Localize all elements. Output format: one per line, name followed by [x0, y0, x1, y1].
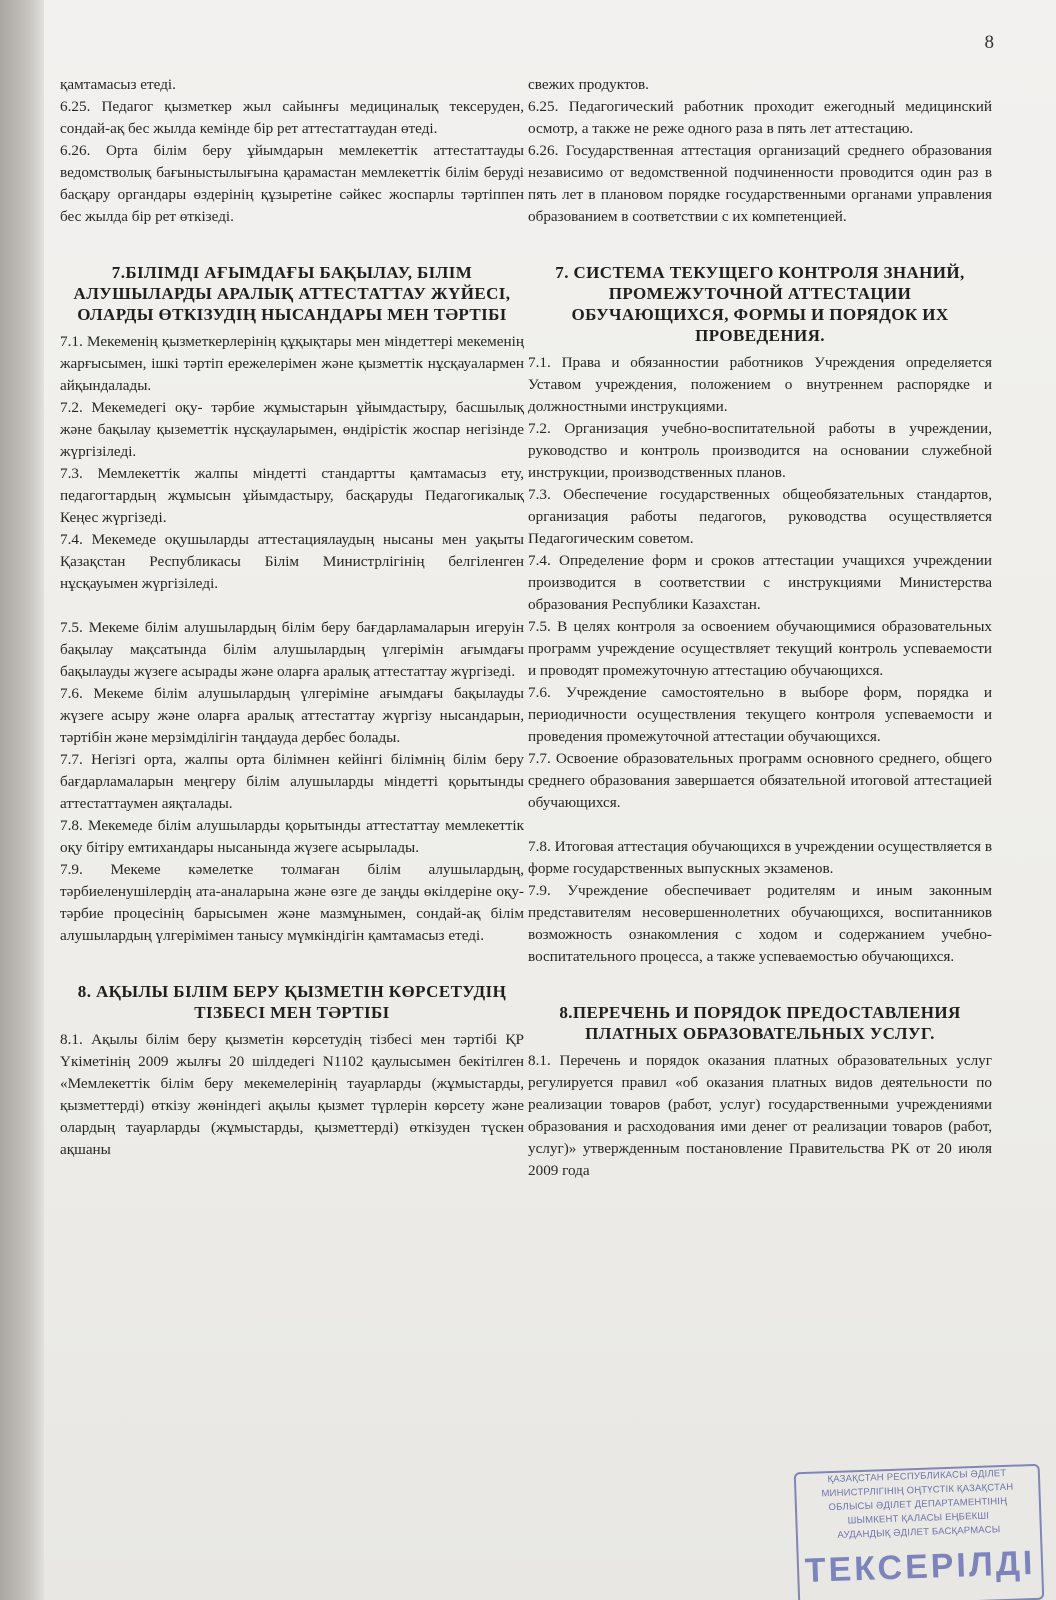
kz-clause: 7.2. Мекемедегі оқу- тәрбие жұмыстарын ұйымдастыру, басшылық және бақылау қыземеттік нұсқауларымен, өндірістік жоспар негізінде жүргізіледі. [60, 399, 524, 460]
kz-section-8-heading: 8. АҚЫЛЫ БІЛІМ БЕРУ ҚЫЗМЕТІН КӨРСЕТУДІҢ ТІЗБЕСІ МЕН ТӘРТІБІ [77, 982, 507, 1022]
kz-section-7-heading: 7.БІЛІМДІ АҒЫМДАҒЫ БАҚЫЛАУ, БІЛІМ АЛУШЫЛАРДЫ АРАЛЫҚ АТТЕСТАТТАУ ЖҮЙЕСІ, ОЛАРДЫ ӨТКІЗУДІҢ НЫСАНДАРЫ МЕН ТӘРТІБІ [73, 263, 511, 324]
ru-clause: 7.2. Организация учебно-воспитательной работы в учреждении, руководство и контроль производится на основании служебной инструкции, производственных планов. [528, 420, 992, 481]
ru-clause: 8.1. Перечень и порядок оказания платных образовательных услуг регулируется правил «об оказания платных видов деятельности по реализации товаров (работ, услуг) государственными учреждениями образования и расходования ими денег от реализации товаров (работ, услуг)» утвержденным постановление Правительства РК от 20 июля 2009 года [528, 1052, 992, 1179]
kz-clause: 7.5. Мекеме білім алушылардың білім беру бағдарламаларын игеруін бақылау мақсатында білім алушылардың үлгерімін ағымдағы бақылауды жүзеге асырады және оларға аралық аттестаттау жүргізеді. [60, 619, 524, 680]
stamp-line: АУДАНДЫҚ ӘДІЛЕТ БАСҚАРМАСЫ [837, 1524, 1001, 1541]
kz-clause: 7.6. Мекеме білім алушылардың үлгеріміне ағымдағы бақылауды жүзеге асыру және оларға аралық аттестаттау жүргізу нысандарын, тәртібін және мерзімділігін таңдауда дербес болады. [60, 685, 524, 746]
ru-clause: 7.3. Обеспечение государственных общеобязательных стандартов, организация работы педагогов, руководства осуществляется Педагогическим советом. [528, 486, 992, 547]
document-page [44, 0, 1056, 1600]
stamp-word: ТЕКСЕРІЛДІ [804, 1543, 1036, 1590]
kz-clause: 7.9. Мекеме кәмелетке толмаған білім алушылардың, тәрбиеленушілердің ата-аналарына және өзге де заңды өкілдеріне оқу-тәрбие процесінің барысымен және мазмұнымен, сондай-ақ білім алушылардың үлгерімімен танысу мүмкіндігін қамтамасыз етеді. [60, 861, 524, 944]
kz-clause: 7.3. Мемлекеттік жалпы міндетті стандартты қамтамасыз ету, педагогтардың жұмысын ұйымдастыру, басқаруды Педагогикалық Кеңес жүргізеді. [60, 465, 524, 526]
ru-clause: 7.5. В целях контроля за освоением обучающимися образовательных программ учреждение осуществляет текущий контроль успеваемости и проводят промежуточную аттестацию обучающихся. [528, 618, 992, 679]
ru-clause: 7.8. Итоговая аттестация обучающихся в учреждении осуществляется в форме государственных выпускных экзаменов. [528, 838, 992, 877]
ru-clause: 7.6. Учреждение самостоятельно в выборе форм, порядка и периодичности осуществления текущего контроля успеваемости и проведения промежуточной аттестации обучающихся. [528, 684, 992, 745]
stamp-line: ШЫМКЕНТ ҚАЛАСЫ ЕҢБЕКШІ [847, 1510, 990, 1527]
kz-clause: 7.4. Мекемеде оқушыларды аттестациялаудың нысаны мен уақыты Қазақстан Республикасы Білім Министрлігінің белгіленген нұсқауымен жүргізіледі. [60, 531, 524, 592]
stamp-line: МИНИСТРЛІГІНІҢ ОҢТҮСТІК ҚАЗАҚСТАН [821, 1481, 1014, 1500]
kz-clause: 7.7. Негізгі орта, жалпы орта білімнен кейінгі білімнің білім беру бағдарламаларын меңгеру білім алушыларды міндетті қорытынды аттестаттаумен аяқталады. [60, 751, 524, 812]
kz-intro-paragraph: қамтамасыз етеді. [60, 76, 176, 93]
kz-intro-paragraph: 6.25. Педагог қызметкер жыл сайынғы медициналық тексеруден, сондай-ақ бес жылда кемінде бір рет аттестаттаудан өтеді. [60, 98, 524, 137]
ru-section-8-heading: 8.ПЕРЕЧЕНЬ И ПОРЯДОК ПРЕДОСТАВЛЕНИЯ ПЛАТНЫХ ОБРАЗОВАТЕЛЬНЫХ УСЛУГ. [559, 1003, 961, 1043]
kz-clause: 7.1. Мекеменің қызметкерлерінің құқықтары мен міндеттері мекеменің жарғысымен, ішкі тәртіп ережелерімен және қызметтік нұсқауалармен айқындалады. [60, 333, 524, 394]
ru-clause: 7.4. Определение форм и сроков аттестации учащихся учреждении производится в соответствии с инструкциями Министерства образования Республики Казахстан. [528, 552, 992, 613]
ru-clause: 7.9. Учреждение обеспечивает родителям и иным законным представителям несовершеннолетних обучающихся, воспитанников возможность ознакомления с ходом и содержанием учебно-воспитательного процесса, а также успеваемостью обучающихся. [528, 882, 992, 965]
kz-clause: 7.8. Мекемеде білім алушыларды қорытынды аттестаттау мемлекеттік оқу бітіру емтихандары нысанында жүзеге асырылады. [60, 817, 524, 856]
binding-shadow [0, 0, 44, 1600]
stamp-line: ОБЛЫСЫ ӘДІЛЕТ ДЕПАРТАМЕНТІНІҢ [828, 1495, 1008, 1514]
ru-intro-paragraph: 6.26. Государственная аттестация организаций среднего образования независимо от ведомственной подчиненности проводится один раз в пять лет в плановом порядке государственными органами управления образованием в соответствии с их компетенцией. [528, 142, 992, 225]
ru-intro-paragraph: 6.25. Педагогический работник проходит ежегодный медицинский осмотр, а также не реже одного раза в пять лет аттестацию. [528, 98, 992, 137]
stamp-line: ҚАЗАҚСТАН РЕСПУБЛИКАСЫ ӘДІЛЕТ [827, 1467, 1007, 1486]
kz-intro-paragraph: 6.26. Орта білім беру ұйымдарын мемлекеттік аттестаттауды ведомстволық бағыныстылығына қарамастан мемлекеттік білім беруді басқару органдары өздерінің құзыретіне сәйкес жоспарлы тәртіппен бес жылда бір рет өткізеді. [60, 142, 524, 225]
russian-column [528, 74, 992, 1182]
ru-intro-paragraph: свежих продуктов. [528, 76, 649, 93]
kazakh-column [60, 74, 524, 1161]
ru-section-7-heading: 7. СИСТЕМА ТЕКУЩЕГО КОНТРОЛЯ ЗНАНИЙ, ПРОМЕЖУТОЧНОЙ АТТЕСТАЦИИ ОБУЧАЮЩИХСЯ, ФОРМЫ И ПОРЯДОК ИХ ПРОВЕДЕНИЯ. [555, 263, 965, 345]
kz-clause: 8.1. Ақылы білім беру қызметін көрсетудің тізбесі мен тәртібі ҚР Үкіметінің 2009 жылғы 20 шілдедегі N1102 қаулысымен бекітілген «Мемлекеттік білім беру мекемелерінің тауарларды (жұмыстарды, қызметтерді) өткізу жөніндегі ақылы қызмет түрлерін көрсету және олардың тауарларды (жұмыстарды, қызметтерді) өткізуден түскен ақшаны [60, 1031, 524, 1158]
verification-stamp [794, 1464, 1045, 1600]
page-number: 8 [984, 32, 994, 53]
ru-clause: 7.1. Права и обязанностии работников Учреждения определяется Уставом учреждения, положением о внутреннем распорядке и должностными инструкциями. [528, 354, 992, 415]
ru-clause: 7.7. Освоение образовательных программ основного среднего, общего среднего образования завершается обязательной итоговой аттестацией обучающихся. [528, 750, 992, 811]
